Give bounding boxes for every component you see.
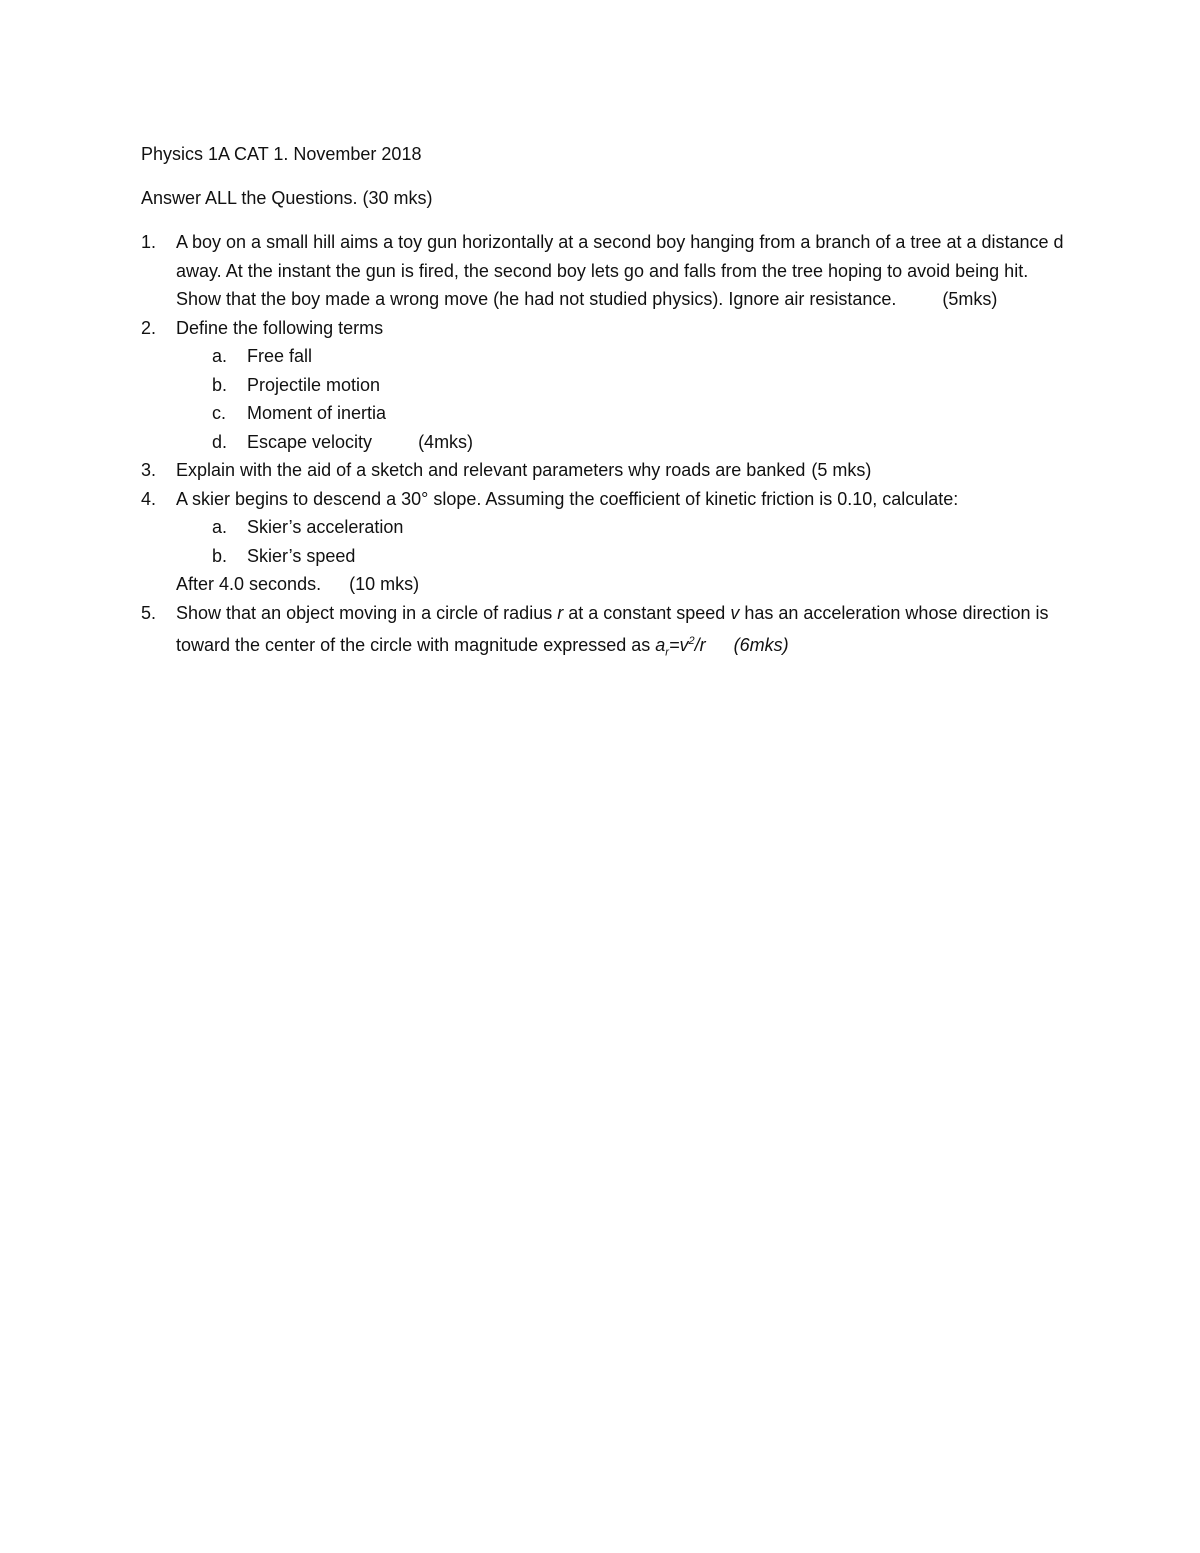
exam-instructions: Answer ALL the Questions. (30 mks) <box>141 188 433 208</box>
question-3 <box>141 456 1071 485</box>
variable-v: v <box>730 602 740 623</box>
sub-question-letter: a. <box>212 517 228 537</box>
sub-question-letter: c. <box>212 403 227 423</box>
question-4 <box>141 485 1071 599</box>
question-5 <box>141 599 1071 668</box>
sub-question-letter: b. <box>212 545 228 566</box>
question-list <box>141 228 1071 667</box>
sub-question <box>212 513 1071 542</box>
sub-question-letter: d. <box>212 431 228 452</box>
sub-question <box>212 428 1071 457</box>
question-number: 2. <box>141 317 157 338</box>
document-content <box>141 140 1071 667</box>
sub-question <box>212 542 1071 571</box>
acceleration-formula: $a_r=v^2/r$ <box>655 635 706 659</box>
question-marks: (5mks) <box>942 289 998 309</box>
question-text: Show that an object moving in a circle of radius r at a constant speed v has an acceleration whose direction is toward the center of the circle with magnitude expressed as $a_r=v^2/r$ <box>176 602 1049 659</box>
question-text: Define the following terms <box>176 317 384 338</box>
sub-question <box>212 342 1071 371</box>
sub-question-text: Skier’s speed <box>247 545 356 566</box>
question-number: 1. <box>141 232 157 252</box>
sub-question-letter: b. <box>212 374 228 395</box>
question-text: A boy on a small hill aims a toy gun horizontally at a second boy hanging from a branch of a tree at a distance d away. At the instant the gun is fired, the second boy lets go and falls from the tree hoping to avoid being hit. Show that the boy made a wrong move (he had not studied physics). Ignore air resistance. <box>176 232 1064 309</box>
question-text: Explain with the aid of a sketch and relevant parameters why roads are banked <box>176 460 806 480</box>
question-followup <box>176 570 1071 599</box>
sub-question-text: Projectile motion <box>247 374 381 395</box>
sub-question <box>212 399 1071 428</box>
question-number: 4. <box>141 488 157 509</box>
question-marks: (5 mks) <box>811 460 872 480</box>
question-after-text: After 4.0 seconds. <box>176 574 322 594</box>
sub-question <box>212 371 1071 400</box>
question-text: A skier begins to descend a 30° slope. Assuming the coefficient of kinetic friction is 0.10, calculate: <box>176 488 959 509</box>
sub-question-text: Escape velocity <box>247 431 373 452</box>
sub-question-text: Skier’s acceleration <box>247 517 404 537</box>
question-number: 5. <box>141 602 157 623</box>
variable-r: r <box>557 602 564 623</box>
question-marks: (10 mks) <box>349 574 420 594</box>
question-marks: (4mks) <box>418 431 474 452</box>
question-1 <box>141 228 1071 314</box>
sub-question-letter: a. <box>212 346 228 366</box>
sub-question-list <box>176 342 1071 456</box>
page-title: Physics 1A CAT 1. November 2018 <box>141 144 422 164</box>
question-marks: (6mks) <box>733 635 789 655</box>
sub-question-text: Free fall <box>247 346 313 366</box>
question-number: 3. <box>141 460 157 480</box>
question-2 <box>141 314 1071 457</box>
sub-question-list <box>176 513 1071 570</box>
sub-question-text: Moment of inertia <box>247 403 387 423</box>
